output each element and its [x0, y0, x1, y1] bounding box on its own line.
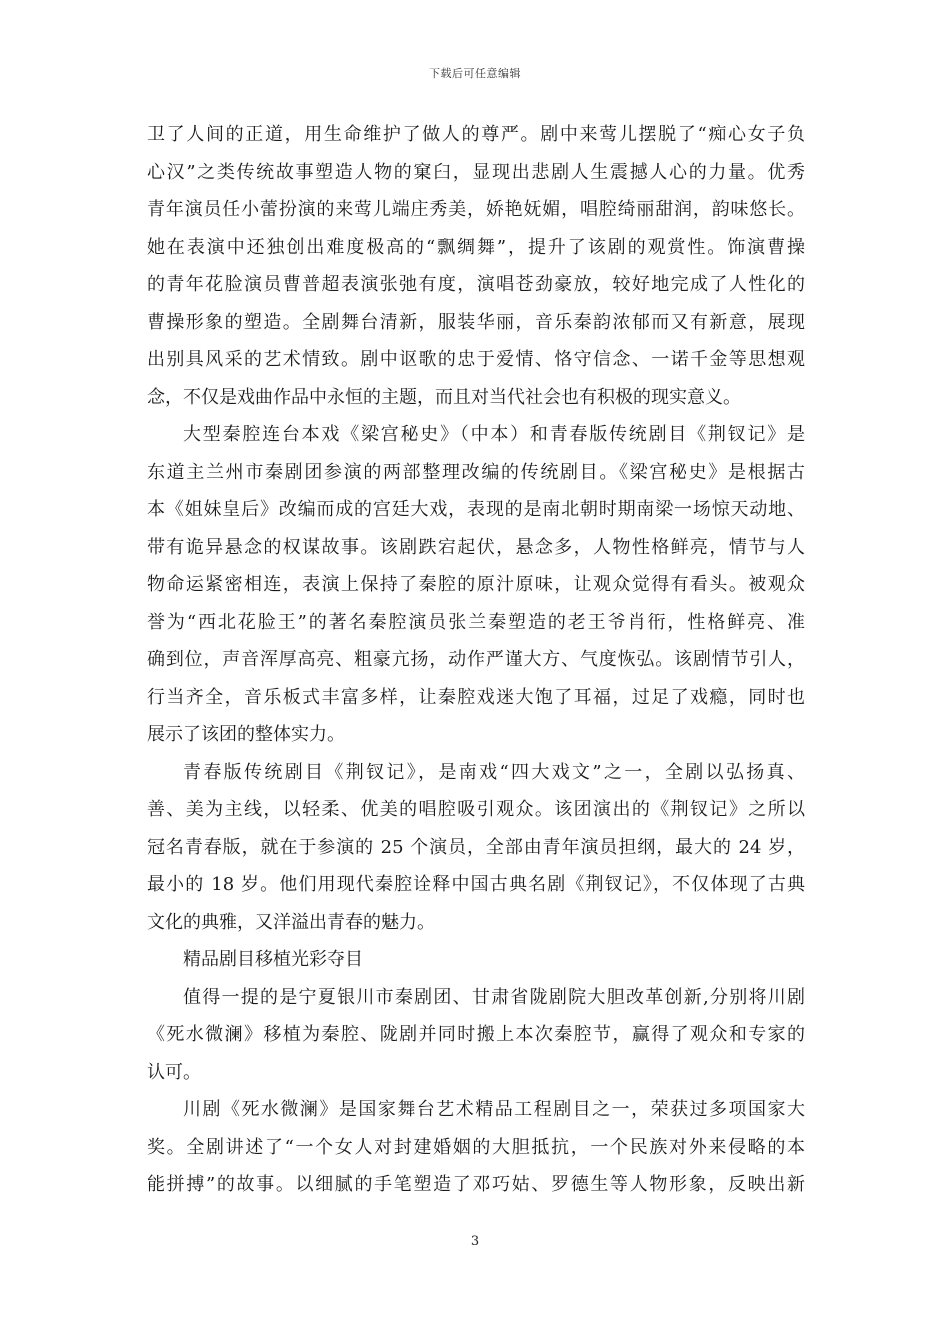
- text-line: 心汉”之类传统故事塑造人物的窠臼，显现出悲剧人生震撼人心的力量。优秀: [147, 161, 805, 183]
- page-number: 3: [470, 1234, 480, 1249]
- text-line: 冠名青春版，就在于参演的 25 个演员，全部由青年演员担纲，最大的 24 岁，: [147, 836, 805, 858]
- text-line: 奖。全剧讲述了“一个女人对封建婚姻的大胆抵抗，一个民族对外来侵略的本: [147, 1136, 805, 1158]
- paragraph-start-line: 川剧《死水微澜》是国家舞台艺术精品工程剧目之一，荣获过多项国家大: [183, 1099, 805, 1120]
- text-line: 她在表演中还独创出难度极高的“飘绸舞”，提升了该剧的观赏性。饰演曹操: [147, 236, 805, 258]
- text-line: 善、美为主线，以轻柔、优美的唱腔吸引观众。该团演出的《荆钗记》之所以: [147, 799, 805, 820]
- text-line: 曹操形象的塑造。全剧舞台清新，服装华丽，音乐秦韵浓郁而又有新意，展现: [147, 311, 805, 333]
- text-line: 行当齐全，音乐板式丰富多样，让秦腔戏迷大饱了耳福，过足了戏瘾，同时也: [147, 686, 805, 708]
- text-line: 本《姐妹皇后》改编而成的宫廷大戏，表现的是南北朝时期南梁一场惊天动地、: [147, 499, 805, 520]
- text-line: 最小的 18 岁。他们用现代秦腔诠释中国古典名剧《荆钗记》，不仅体现了古典: [147, 874, 805, 895]
- text-line: 出别具风采的艺术情致。剧中讴歌的忠于爱情、恪守信念、一诺千金等思想观: [147, 349, 805, 370]
- text-line: 卫了人间的正道，用生命维护了做人的尊严。剧中来莺儿摆脱了“痴心女子负: [147, 124, 805, 145]
- text-line: 青年演员任小蕾扮演的来莺儿端庄秀美，娇艳妩媚，唱腔绮丽甜润，韵味悠长。: [147, 199, 805, 220]
- page-header: 下载后可任意编辑: [429, 67, 521, 80]
- text-line: 物命运紧密相连，表演上保持了秦腔的原汁原味，让观众觉得有看头。被观众: [147, 574, 805, 595]
- text-line: 文化的典雅，又洋溢出青春的魅力。: [147, 911, 435, 933]
- paragraph-start-line: 大型秦腔连台本戏《梁宫秘史》（中本）和青春版传统剧目《荆钗记》是: [183, 424, 805, 445]
- text-line: 确到位，声音浑厚高亮、粗豪亢扬，动作严谨大方、气度恢弘。该剧情节引人，: [147, 649, 805, 670]
- text-line: 念，不仅是戏曲作品中永恒的主题，而且对当代社会也有积极的现实意义。: [147, 386, 741, 408]
- paragraph-start-line: 值得一提的是宁夏银川市秦剧团、甘肃省陇剧院大胆改革创新,分别将川剧: [183, 986, 805, 1008]
- section-heading: 精品剧目移植光彩夺目: [183, 949, 363, 970]
- text-line: 展示了该团的整体实力。: [147, 724, 345, 745]
- text-line: 能拼搏”的故事。以细腻的手笔塑造了邓巧姑、罗德生等人物形象，反映出新: [147, 1174, 805, 1195]
- text-line: 认可。: [147, 1061, 201, 1083]
- text-line: 《死水微澜》移植为秦腔、陇剧并同时搬上本次秦腔节，赢得了观众和专家的: [147, 1024, 805, 1045]
- text-line: 的青年花脸演员曹普超表演张弛有度，演唱苍劲豪放，较好地完成了人性化的: [147, 274, 805, 295]
- text-line: 带有诡异悬念的权谋故事。该剧跌宕起伏，悬念多，人物性格鲜亮，情节与人: [147, 536, 805, 558]
- text-line: 誉为“西北花脸王”的著名秦腔演员张兰秦塑造的老王爷肖衎，性格鲜亮、准: [147, 611, 805, 633]
- paragraph-start-line: 青春版传统剧目《荆钗记》，是南戏“四大戏文”之一，全剧以弘扬真、: [183, 761, 805, 783]
- document-body: [147, 116, 805, 1204]
- text-line: 东道主兰州市秦剧团参演的两部整理改编的传统剧目。《梁宫秘史》是根据古: [147, 461, 805, 483]
